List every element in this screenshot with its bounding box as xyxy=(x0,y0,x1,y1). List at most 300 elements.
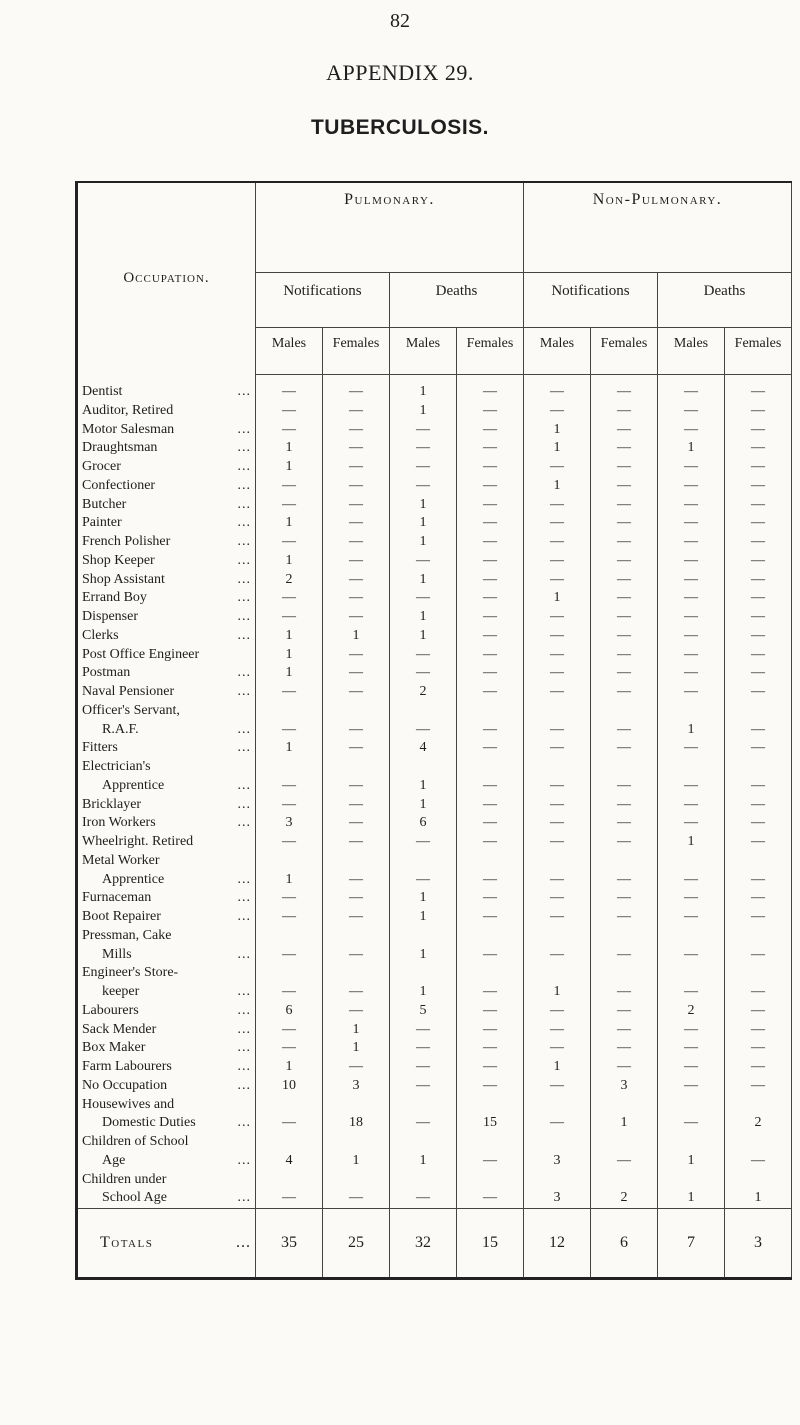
occupation-cell xyxy=(77,477,256,496)
value-cell: — xyxy=(725,889,792,908)
table-row xyxy=(77,871,792,890)
table-row xyxy=(77,571,792,590)
leader-dots: ... xyxy=(237,496,251,512)
table-row xyxy=(77,646,792,665)
value-cell xyxy=(725,702,792,721)
value-cell xyxy=(591,852,658,871)
value-cell xyxy=(725,1096,792,1115)
value-cell: — xyxy=(256,402,323,421)
value-cell: — xyxy=(725,608,792,627)
value-cell: 1 xyxy=(390,496,457,515)
value-cell: 1 xyxy=(256,552,323,571)
value-cell: — xyxy=(323,533,390,552)
value-cell: — xyxy=(725,683,792,702)
value-cell: — xyxy=(591,833,658,852)
value-cell: 1 xyxy=(256,739,323,758)
occupation-label: Engineer's Store- xyxy=(82,965,179,981)
occupation-cell xyxy=(77,439,256,458)
value-cell: — xyxy=(725,402,792,421)
value-cell: — xyxy=(457,421,524,440)
value-cell: — xyxy=(725,814,792,833)
males-header: Males xyxy=(256,328,323,375)
value-cell: — xyxy=(457,1021,524,1040)
value-cell: — xyxy=(591,533,658,552)
value-cell: 1 xyxy=(658,1152,725,1171)
value-cell: — xyxy=(256,946,323,965)
value-cell: — xyxy=(725,777,792,796)
value-cell: — xyxy=(725,571,792,590)
value-cell: 2 xyxy=(658,1002,725,1021)
value-cell xyxy=(591,927,658,946)
value-cell: — xyxy=(591,496,658,515)
value-cell: — xyxy=(457,496,524,515)
value-cell: — xyxy=(591,646,658,665)
value-cell: — xyxy=(390,833,457,852)
occupation-cell xyxy=(77,1189,256,1208)
occupation-cell xyxy=(77,608,256,627)
leader-dots: ... xyxy=(237,1021,251,1037)
value-cell: — xyxy=(323,739,390,758)
occupation-label: Confectioner xyxy=(82,477,156,493)
table-row xyxy=(77,852,792,871)
value-cell: — xyxy=(390,721,457,740)
occupation-label: R.A.F. xyxy=(102,721,139,737)
value-cell: — xyxy=(323,646,390,665)
value-cell: — xyxy=(524,571,591,590)
value-cell: 1 xyxy=(658,1189,725,1208)
occupation-label: Clerks xyxy=(82,627,119,643)
value-cell: — xyxy=(390,439,457,458)
occupation-cell xyxy=(77,1114,256,1133)
occupation-label: Shop Assistant xyxy=(82,571,165,587)
totals-label-cell xyxy=(77,1209,256,1279)
value-cell: — xyxy=(457,683,524,702)
table-row xyxy=(77,721,792,740)
value-cell: — xyxy=(256,1021,323,1040)
leader-dots: ... xyxy=(237,871,251,887)
value-cell xyxy=(457,702,524,721)
value-cell xyxy=(323,1096,390,1115)
value-cell: — xyxy=(524,796,591,815)
value-cell xyxy=(591,964,658,983)
value-cell: 3 xyxy=(323,1077,390,1096)
value-cell: — xyxy=(725,496,792,515)
value-cell: — xyxy=(524,946,591,965)
value-cell: — xyxy=(725,983,792,1002)
value-cell: 1 xyxy=(390,375,457,402)
occupation-cell xyxy=(77,758,256,777)
leader-dots: ... xyxy=(237,627,251,643)
value-cell: — xyxy=(591,1039,658,1058)
table-row xyxy=(77,1039,792,1058)
value-cell: — xyxy=(256,589,323,608)
value-cell: — xyxy=(591,402,658,421)
totals-label: Totals xyxy=(100,1234,154,1251)
value-cell: — xyxy=(725,477,792,496)
value-cell: 1 xyxy=(256,627,323,646)
value-cell: — xyxy=(457,664,524,683)
occupation-label: Post Office Engineer xyxy=(82,646,200,662)
value-cell: — xyxy=(457,908,524,927)
value-cell: — xyxy=(457,627,524,646)
value-cell: — xyxy=(658,608,725,627)
value-cell: 5 xyxy=(390,1002,457,1021)
value-cell xyxy=(256,852,323,871)
leader-dots: ... xyxy=(237,1152,251,1168)
value-cell: — xyxy=(256,721,323,740)
table-row xyxy=(77,796,792,815)
value-cell: — xyxy=(725,1039,792,1058)
value-cell: — xyxy=(658,477,725,496)
page-number: 82 xyxy=(390,10,410,32)
value-cell: — xyxy=(390,1189,457,1208)
occupation-cell xyxy=(77,1077,256,1096)
value-cell: — xyxy=(256,375,323,402)
value-cell: — xyxy=(591,983,658,1002)
table-row xyxy=(77,1021,792,1040)
leader-dots: ... xyxy=(237,1040,251,1056)
value-cell: — xyxy=(524,627,591,646)
value-cell: — xyxy=(457,477,524,496)
value-cell: — xyxy=(658,496,725,515)
occupation-cell xyxy=(77,1133,256,1152)
leader-dots: ... xyxy=(237,740,251,756)
table-row xyxy=(77,421,792,440)
value-cell: — xyxy=(658,1039,725,1058)
value-cell: — xyxy=(256,1039,323,1058)
value-cell: — xyxy=(256,908,323,927)
value-cell: — xyxy=(524,552,591,571)
females-header: Females xyxy=(457,328,524,375)
table-row xyxy=(77,1133,792,1152)
occupation-cell xyxy=(77,852,256,871)
value-cell: — xyxy=(390,458,457,477)
table-row xyxy=(77,664,792,683)
value-cell: — xyxy=(658,421,725,440)
value-cell: — xyxy=(457,439,524,458)
value-cell: — xyxy=(323,908,390,927)
value-cell xyxy=(524,964,591,983)
occupation-cell xyxy=(77,402,256,421)
table-row xyxy=(77,402,792,421)
females-header: Females xyxy=(725,328,792,375)
pulmonary-deaths-header: Deaths xyxy=(390,273,524,328)
occupation-cell xyxy=(77,589,256,608)
leader-dots: ... xyxy=(237,684,251,699)
value-cell: — xyxy=(457,1189,524,1208)
table-row xyxy=(77,946,792,965)
value-cell: — xyxy=(457,589,524,608)
value-cell xyxy=(457,1096,524,1115)
occupation-label: Postman xyxy=(82,665,131,681)
value-cell: 1 xyxy=(390,1152,457,1171)
value-cell: — xyxy=(457,375,524,402)
value-cell xyxy=(591,758,658,777)
occupation-label: Apprentice xyxy=(102,777,165,793)
table-body xyxy=(77,375,792,1279)
occupation-cell xyxy=(77,646,256,665)
total-value-cell: 6 xyxy=(591,1209,658,1279)
table-row xyxy=(77,608,792,627)
value-cell: 1 xyxy=(390,777,457,796)
leader-dots: ... xyxy=(237,571,251,587)
value-cell xyxy=(390,702,457,721)
value-cell xyxy=(390,1171,457,1190)
value-cell: — xyxy=(457,646,524,665)
value-cell: 1 xyxy=(323,1021,390,1040)
value-cell: 1 xyxy=(725,1189,792,1208)
value-cell: 18 xyxy=(323,1114,390,1133)
occupation-cell xyxy=(77,908,256,927)
occupation-cell xyxy=(77,1171,256,1190)
value-cell xyxy=(591,1096,658,1115)
value-cell: 1 xyxy=(390,796,457,815)
value-cell xyxy=(725,1171,792,1190)
leader-dots: ... xyxy=(237,534,251,549)
occupation-label: Pressman, Cake xyxy=(82,927,172,943)
value-cell: — xyxy=(524,1077,591,1096)
pulmonary-header: Pulmonary. xyxy=(256,182,524,273)
value-cell: — xyxy=(658,889,725,908)
occupation-label: Housewives and xyxy=(82,1096,175,1112)
occupation-label: Dentist xyxy=(82,383,123,399)
value-cell: — xyxy=(323,796,390,815)
value-cell xyxy=(658,927,725,946)
value-cell: — xyxy=(323,1189,390,1208)
value-cell: — xyxy=(591,908,658,927)
value-cell: — xyxy=(524,533,591,552)
value-cell: — xyxy=(658,627,725,646)
value-cell xyxy=(256,1133,323,1152)
value-cell: — xyxy=(256,496,323,515)
value-cell: 3 xyxy=(524,1189,591,1208)
leader-dots: ... xyxy=(237,459,251,474)
value-cell xyxy=(725,758,792,777)
value-cell: 4 xyxy=(256,1152,323,1171)
value-cell: — xyxy=(725,1152,792,1171)
occupation-cell xyxy=(77,514,256,533)
table-row xyxy=(77,739,792,758)
value-cell: — xyxy=(457,1058,524,1077)
value-cell: — xyxy=(323,402,390,421)
leader-dots: ... xyxy=(237,1115,251,1131)
value-cell: — xyxy=(725,833,792,852)
value-cell: — xyxy=(524,402,591,421)
value-cell: — xyxy=(524,496,591,515)
value-cell: — xyxy=(323,608,390,627)
table-row xyxy=(77,1114,792,1133)
value-cell: — xyxy=(457,739,524,758)
value-cell: — xyxy=(390,646,457,665)
value-cell: — xyxy=(524,833,591,852)
occupation-label: Dispenser xyxy=(82,609,138,624)
value-cell: — xyxy=(725,1002,792,1021)
value-cell: — xyxy=(323,983,390,1002)
value-cell: — xyxy=(591,552,658,571)
occupation-label: Auditor, Retired xyxy=(82,402,174,418)
value-cell: — xyxy=(725,439,792,458)
leader-dots: ... xyxy=(236,1234,251,1251)
value-cell: — xyxy=(591,683,658,702)
value-cell: 1 xyxy=(390,608,457,627)
value-cell: — xyxy=(591,814,658,833)
value-cell: 1 xyxy=(256,646,323,665)
leader-dots: ... xyxy=(237,609,251,624)
value-cell xyxy=(658,1096,725,1115)
males-header: Males xyxy=(524,328,591,375)
occupation-cell xyxy=(77,1152,256,1171)
value-cell: — xyxy=(591,946,658,965)
value-cell: — xyxy=(457,983,524,1002)
value-cell: — xyxy=(256,533,323,552)
value-cell: — xyxy=(323,1002,390,1021)
table-row xyxy=(77,889,792,908)
value-cell xyxy=(256,927,323,946)
occupation-label: Mills xyxy=(102,946,132,962)
occupation-label: Grocer xyxy=(82,459,121,474)
value-cell: — xyxy=(658,402,725,421)
occupation-cell xyxy=(77,814,256,833)
value-cell: — xyxy=(323,946,390,965)
tuberculosis-table xyxy=(75,181,792,1280)
occupation-cell xyxy=(77,1039,256,1058)
occupation-cell xyxy=(77,833,256,852)
occupation-cell xyxy=(77,946,256,965)
value-cell: — xyxy=(457,514,524,533)
leader-dots: ... xyxy=(237,665,251,681)
value-cell: — xyxy=(725,589,792,608)
value-cell: — xyxy=(323,777,390,796)
value-cell xyxy=(524,1171,591,1190)
value-cell: — xyxy=(658,552,725,571)
value-cell: 15 xyxy=(457,1114,524,1133)
value-cell: — xyxy=(591,889,658,908)
occupation-label: keeper xyxy=(102,984,140,999)
value-cell xyxy=(323,964,390,983)
value-cell: 1 xyxy=(524,1058,591,1077)
value-cell: — xyxy=(658,777,725,796)
value-cell: — xyxy=(658,683,725,702)
value-cell: — xyxy=(591,1152,658,1171)
value-cell: — xyxy=(457,871,524,890)
value-cell: — xyxy=(457,889,524,908)
value-cell: — xyxy=(658,983,725,1002)
total-value-cell: 15 xyxy=(457,1209,524,1279)
value-cell: — xyxy=(256,777,323,796)
value-cell: — xyxy=(725,871,792,890)
value-cell: — xyxy=(524,646,591,665)
value-cell: — xyxy=(457,1077,524,1096)
value-cell: 1 xyxy=(390,983,457,1002)
value-cell: — xyxy=(457,1002,524,1021)
females-header: Females xyxy=(591,328,658,375)
occupation-cell xyxy=(77,739,256,758)
value-cell xyxy=(658,758,725,777)
occupation-cell xyxy=(77,571,256,590)
value-cell: 1 xyxy=(256,1058,323,1077)
table-row xyxy=(77,375,792,402)
leader-dots: ... xyxy=(237,440,251,456)
occupation-cell xyxy=(77,458,256,477)
value-cell xyxy=(524,758,591,777)
value-cell xyxy=(256,758,323,777)
value-cell: — xyxy=(725,721,792,740)
value-cell xyxy=(256,702,323,721)
value-cell xyxy=(457,758,524,777)
occupation-label: Labourers xyxy=(82,1002,139,1018)
value-cell: 1 xyxy=(524,983,591,1002)
value-cell: 1 xyxy=(390,514,457,533)
value-cell: — xyxy=(524,871,591,890)
occupation-cell xyxy=(77,552,256,571)
value-cell xyxy=(256,1171,323,1190)
occupation-label: Furnaceman xyxy=(82,890,152,906)
table-row xyxy=(77,983,792,1002)
value-cell: 1 xyxy=(658,833,725,852)
value-cell xyxy=(658,702,725,721)
value-cell: — xyxy=(256,683,323,702)
value-cell xyxy=(591,702,658,721)
value-cell: — xyxy=(524,1021,591,1040)
value-cell: 1 xyxy=(256,439,323,458)
value-cell: — xyxy=(524,889,591,908)
value-cell: — xyxy=(524,739,591,758)
value-cell: — xyxy=(323,571,390,590)
occupation-label: Farm Labourers xyxy=(82,1059,172,1074)
value-cell: — xyxy=(658,571,725,590)
value-cell xyxy=(524,1133,591,1152)
value-cell: 1 xyxy=(658,721,725,740)
non-pulmonary-header: Non-Pulmonary. xyxy=(524,182,792,273)
value-cell xyxy=(658,1171,725,1190)
value-cell: — xyxy=(524,777,591,796)
leader-dots: ... xyxy=(237,815,251,831)
occupation-label: Age xyxy=(102,1152,126,1168)
value-cell: — xyxy=(256,608,323,627)
value-cell xyxy=(256,1096,323,1115)
occupation-label: School Age xyxy=(102,1190,167,1206)
total-value-cell: 12 xyxy=(524,1209,591,1279)
occupation-label: Fitters xyxy=(82,740,118,756)
value-cell: — xyxy=(524,514,591,533)
value-cell: — xyxy=(725,375,792,402)
value-cell xyxy=(658,852,725,871)
occupation-label: Errand Boy xyxy=(82,590,147,606)
value-cell xyxy=(457,927,524,946)
value-cell: — xyxy=(658,1058,725,1077)
value-cell: — xyxy=(323,1058,390,1077)
value-cell: — xyxy=(725,646,792,665)
value-cell: — xyxy=(323,458,390,477)
value-cell: — xyxy=(256,421,323,440)
value-cell: — xyxy=(390,1021,457,1040)
value-cell: — xyxy=(591,796,658,815)
table-row xyxy=(77,477,792,496)
value-cell: — xyxy=(725,533,792,552)
value-cell xyxy=(725,852,792,871)
value-cell xyxy=(658,964,725,983)
occupation-cell xyxy=(77,721,256,740)
table-row xyxy=(77,458,792,477)
value-cell: — xyxy=(591,777,658,796)
value-cell xyxy=(323,702,390,721)
table-row xyxy=(77,589,792,608)
value-cell: 1 xyxy=(390,571,457,590)
table-heading: TUBERCULOSIS. xyxy=(310,116,489,139)
value-cell: 2 xyxy=(256,571,323,590)
value-cell: — xyxy=(256,477,323,496)
leader-dots: ... xyxy=(237,1002,251,1018)
